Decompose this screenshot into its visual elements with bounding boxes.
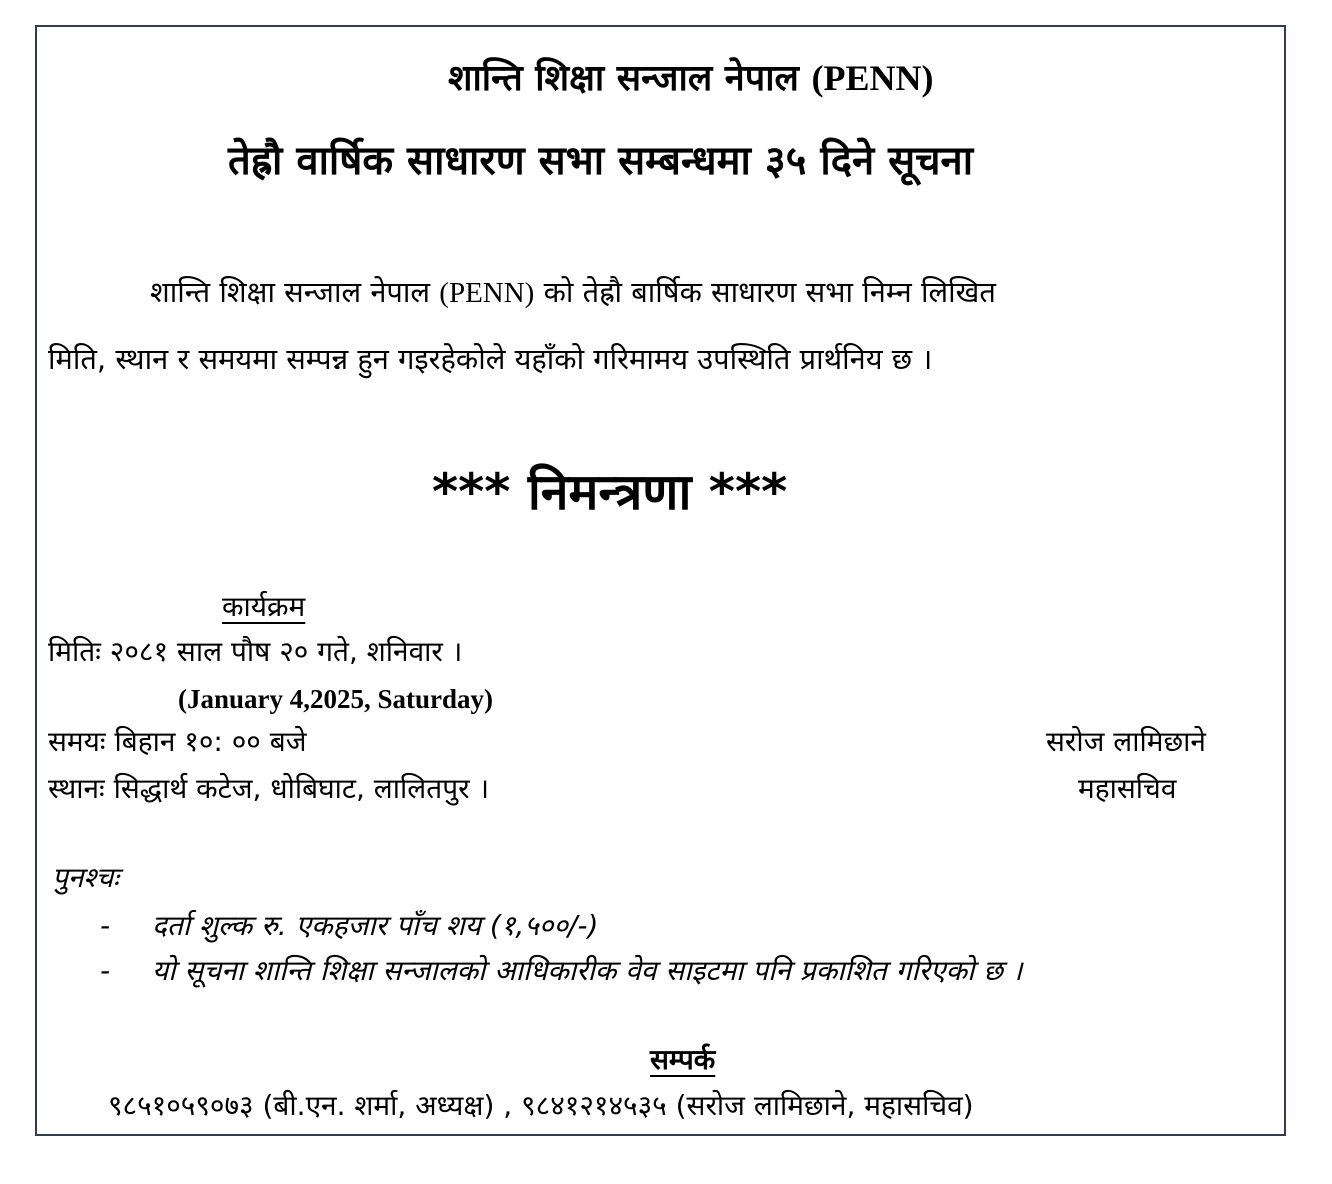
body-paragraph-line-2: मिति, स्थान र समयमा सम्पन्न हुन गइरहेकोले यहाँको गरिमामय उपस्थिति प्रार्थनिय छ । xyxy=(48,342,933,376)
notice-title: तेह्रौ वार्षिक साधारण सभा सम्बन्धमा ३५ दिने सूचना xyxy=(228,138,974,184)
body-org-name: शान्ति शिक्षा सन्जाल नेपाल xyxy=(150,275,431,309)
program-time: समयः बिहान १०: ०० बजे xyxy=(48,725,307,758)
body-org-abbreviation: (PENN) xyxy=(439,277,535,309)
postscript-bullet-dash: - xyxy=(100,909,111,942)
signatory-designation: महासचिव xyxy=(1078,772,1177,805)
body-line-1-end: को तेह्रौ बार्षिक साधारण सभा निम्न लिखित xyxy=(543,275,996,309)
postscript-item-website: यो सूचना शान्ति शिक्षा सन्जालको आधिकारीक वेव साइटमा पनि प्रकाशित गरिएको छ । xyxy=(152,954,1023,987)
organization-name-nepali: शान्ति शिक्षा सन्जाल नेपाल xyxy=(448,58,799,99)
contact-heading: सम्पर्क xyxy=(650,1043,716,1076)
postscript-item-fee: दर्ता शुल्क रु. एकहजार पाँच शय (१,५००/-) xyxy=(152,909,599,942)
organization-name xyxy=(448,60,933,97)
signatory-name: सरोज लामिछाने xyxy=(1046,725,1206,758)
contact-numbers: ९८५१०५९०७३ (बी.एन. शर्मा, अध्यक्ष) , ९८४१२१४५३५ (सरोज लामिछाने, महासचिव) xyxy=(108,1089,974,1122)
postscript-bullet-dash: - xyxy=(100,954,111,987)
organization-abbreviation: (PENN) xyxy=(811,58,934,98)
postscript-label: पुनश्चः xyxy=(52,861,119,894)
program-date: मितिः २०८१ साल पौष २० गते, शनिवार । xyxy=(48,635,463,668)
program-heading: कार्यक्रम xyxy=(222,590,306,623)
body-paragraph-line-1 xyxy=(150,275,996,309)
program-venue: स्थानः सिद्धार्थ कटेज, धोबिघाट, लालितपुर । xyxy=(48,772,490,805)
invitation-heading: *** निमन्त्रणा *** xyxy=(432,463,788,521)
program-date-english: (January 4,2025, Saturday) xyxy=(178,684,494,714)
